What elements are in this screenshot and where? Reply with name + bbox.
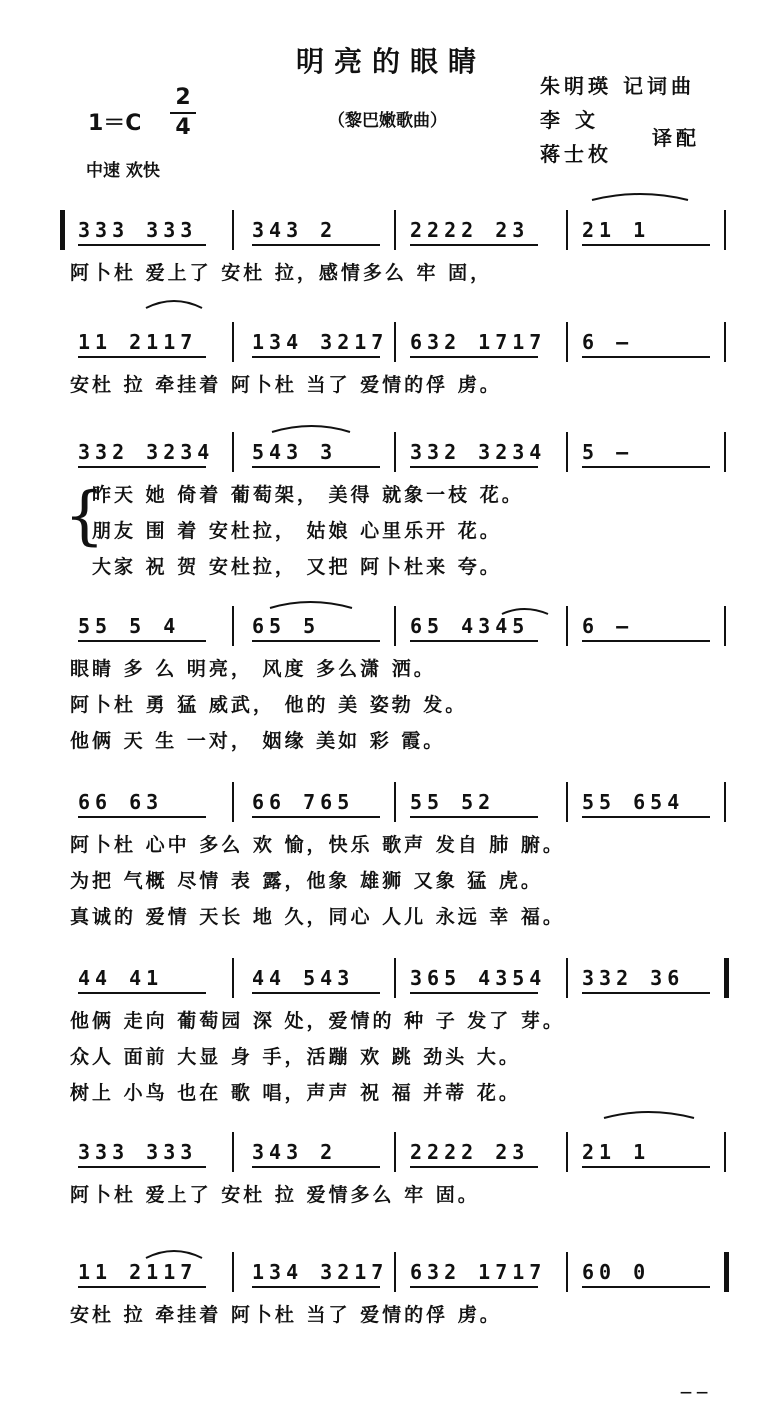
barline <box>232 1252 234 1292</box>
song-title: 明亮的眼睛 <box>295 45 486 78</box>
barline <box>566 606 568 646</box>
beam-underline <box>78 244 206 246</box>
measure-notes: 66 63 <box>78 790 164 814</box>
barline <box>724 606 726 646</box>
measure-notes: 65 5 <box>252 614 321 638</box>
barline <box>232 210 234 250</box>
repeat-start-barline <box>60 210 65 250</box>
beam-underline <box>78 816 206 818</box>
verse-brace: { <box>64 479 105 553</box>
barline <box>394 322 396 362</box>
tie <box>270 602 352 608</box>
beam-underline <box>252 816 380 818</box>
barline <box>232 782 234 822</box>
barline <box>566 322 568 362</box>
barline <box>566 958 568 998</box>
lyric-line: 树上 小鸟 也在 歌 唱，声声 祝 福 并蒂 花。 <box>70 1082 521 1104</box>
beam-underline <box>582 992 710 994</box>
barline <box>394 210 396 250</box>
lyric-line: 众人 面前 大显 身 手，活蹦 欢 跳 劲头 大。 <box>70 1046 521 1068</box>
lyric-line: 阿卜杜 勇 猛 威武， 他的 美 姿勃 发。 <box>70 694 468 716</box>
barline <box>232 432 234 472</box>
measure-notes: 21 1 <box>582 218 651 242</box>
lyric-line: 朋友 围 着 安杜拉， 姑娘 心里乐开 花。 <box>92 520 502 542</box>
beam-underline <box>410 1286 538 1288</box>
beam-underline <box>582 640 710 642</box>
tempo-marking: 中速 欢快 <box>86 161 160 181</box>
measure-notes: 333 333 <box>78 1140 198 1164</box>
barline <box>566 432 568 472</box>
measure-notes: 2222 23 <box>410 218 530 242</box>
beam-underline <box>582 244 710 246</box>
barline <box>724 958 729 998</box>
time-signature-bottom: 4 <box>175 115 191 140</box>
song-subtitle: （黎巴嫩歌曲） <box>328 111 447 131</box>
beam-underline <box>582 466 710 468</box>
beam-underline <box>78 1286 206 1288</box>
beam-underline <box>582 356 710 358</box>
beam-underline <box>78 356 206 358</box>
beam-underline <box>252 356 380 358</box>
barline <box>232 606 234 646</box>
measure-notes: 55 52 <box>410 790 496 814</box>
beam-underline <box>410 992 538 994</box>
barline <box>724 782 726 822</box>
final-barline <box>724 1252 729 1292</box>
barline <box>566 782 568 822</box>
barline <box>724 1132 726 1172</box>
beam-underline <box>410 816 538 818</box>
beam-underline <box>78 640 206 642</box>
barline <box>232 1132 234 1172</box>
lyric-line: 真诚的 爱情 天长 地 久，同心 人儿 永远 幸 福。 <box>70 906 565 928</box>
barline <box>394 958 396 998</box>
barline <box>394 1252 396 1292</box>
measure-notes: 365 4354 <box>410 966 547 990</box>
barline <box>724 432 726 472</box>
beam-underline <box>78 992 206 994</box>
measure-notes: 65 4345 <box>410 614 530 638</box>
beam-underline <box>410 466 538 468</box>
barline <box>724 210 726 250</box>
measure-notes: 543 3 <box>252 440 338 464</box>
lyric-line: 阿卜杜 爱上了 安杜 拉 爱情多么 牢 固。 <box>70 1184 480 1206</box>
measure-notes: 343 2 <box>252 1140 338 1164</box>
beam-underline <box>410 356 538 358</box>
measure-notes: 134 3217 <box>252 330 389 354</box>
measure-notes: 632 1717 <box>410 1260 547 1284</box>
measure-notes: 333 333 <box>78 218 198 242</box>
beam-underline <box>410 640 538 642</box>
lyric-line: 阿卜杜 爱上了 安杜 拉，感情多么 牢 固， <box>70 262 493 284</box>
barline <box>394 782 396 822</box>
barline <box>566 210 568 250</box>
beam-underline <box>582 1286 710 1288</box>
measure-notes: 343 2 <box>252 218 338 242</box>
barline <box>394 606 396 646</box>
measure-notes: 11 2117 <box>78 330 198 354</box>
beam-underline <box>410 244 538 246</box>
measure-notes: 60 0 <box>582 1260 651 1284</box>
credit-name: 蒋士枚 <box>540 142 612 166</box>
measure-notes: 332 36 <box>582 966 685 990</box>
measure-notes: 21 1 <box>582 1140 651 1164</box>
tie <box>604 1112 694 1118</box>
measure-notes: 55 5 4 <box>78 614 181 638</box>
measure-notes: 332 3234 <box>410 440 547 464</box>
lyric-line: 为把 气概 尽情 表 露，他象 雄狮 又象 猛 虎。 <box>70 870 543 892</box>
barline <box>394 432 396 472</box>
measure-notes: 44 543 <box>252 966 355 990</box>
measure-notes: 11 2117 <box>78 1260 198 1284</box>
lyric-line: 安杜 拉 牵挂着 阿卜杜 当了 爱情的俘 虏。 <box>70 1304 502 1326</box>
measure-notes: 6 — <box>582 330 634 354</box>
barline <box>566 1252 568 1292</box>
measure-notes: 332 3234 <box>78 440 215 464</box>
lyric-line: 他俩 天 生 一对， 姻缘 美如 彩 霞。 <box>70 730 446 752</box>
measure-notes: 632 1717 <box>410 330 547 354</box>
barline <box>724 322 726 362</box>
barline <box>566 1132 568 1172</box>
tie <box>592 194 688 200</box>
credit-name: 李 文 <box>540 108 599 132</box>
tie <box>272 426 350 432</box>
measure-notes: 2222 23 <box>410 1140 530 1164</box>
lyric-line: 阿卜杜 心中 多么 欢 愉，快乐 歌声 发自 肺 腑。 <box>70 834 565 856</box>
barline <box>232 958 234 998</box>
key-signature: 1＝C <box>88 111 142 136</box>
measure-notes: 6 — <box>582 614 634 638</box>
tie <box>146 1251 202 1258</box>
beam-underline <box>252 244 380 246</box>
credit-role: 记词曲 <box>622 74 695 98</box>
lyric-line: 昨天 她 倚着 葡萄架， 美得 就象一枝 花。 <box>92 484 524 506</box>
beam-underline <box>582 816 710 818</box>
barline <box>394 1132 396 1172</box>
tie <box>146 301 202 308</box>
beam-underline <box>78 1166 206 1168</box>
beam-underline <box>582 1166 710 1168</box>
lyric-line: 安杜 拉 牵挂着 阿卜杜 当了 爱情的俘 虏。 <box>70 374 502 396</box>
measure-notes: 44 41 <box>78 966 164 990</box>
lyric-line: 大家 祝 贺 安杜拉， 又把 阿卜杜来 夸。 <box>92 556 502 578</box>
measure-notes: 134 3217 <box>252 1260 389 1284</box>
time-signature-top: 2 <box>175 85 191 110</box>
measure-notes: 66 765 <box>252 790 355 814</box>
barline <box>232 322 234 362</box>
credit-role-shared: 译配 <box>652 126 700 150</box>
lyric-line: 他俩 走向 葡萄园 深 处，爱情的 种 子 发了 芽。 <box>70 1010 565 1032</box>
page-mark: — — <box>680 1385 709 1399</box>
beam-underline <box>252 992 380 994</box>
beam-underline <box>252 466 380 468</box>
beam-underline <box>252 640 380 642</box>
beam-underline <box>78 466 206 468</box>
beam-underline <box>252 1286 380 1288</box>
measure-notes: 55 654 <box>582 790 685 814</box>
beam-underline <box>410 1166 538 1168</box>
beam-underline <box>252 1166 380 1168</box>
measure-notes: 5 — <box>582 440 634 464</box>
lyric-line: 眼睛 多 么 明亮， 风度 多么潇 洒。 <box>70 658 436 680</box>
credit-name: 朱明瑛 <box>540 74 612 98</box>
